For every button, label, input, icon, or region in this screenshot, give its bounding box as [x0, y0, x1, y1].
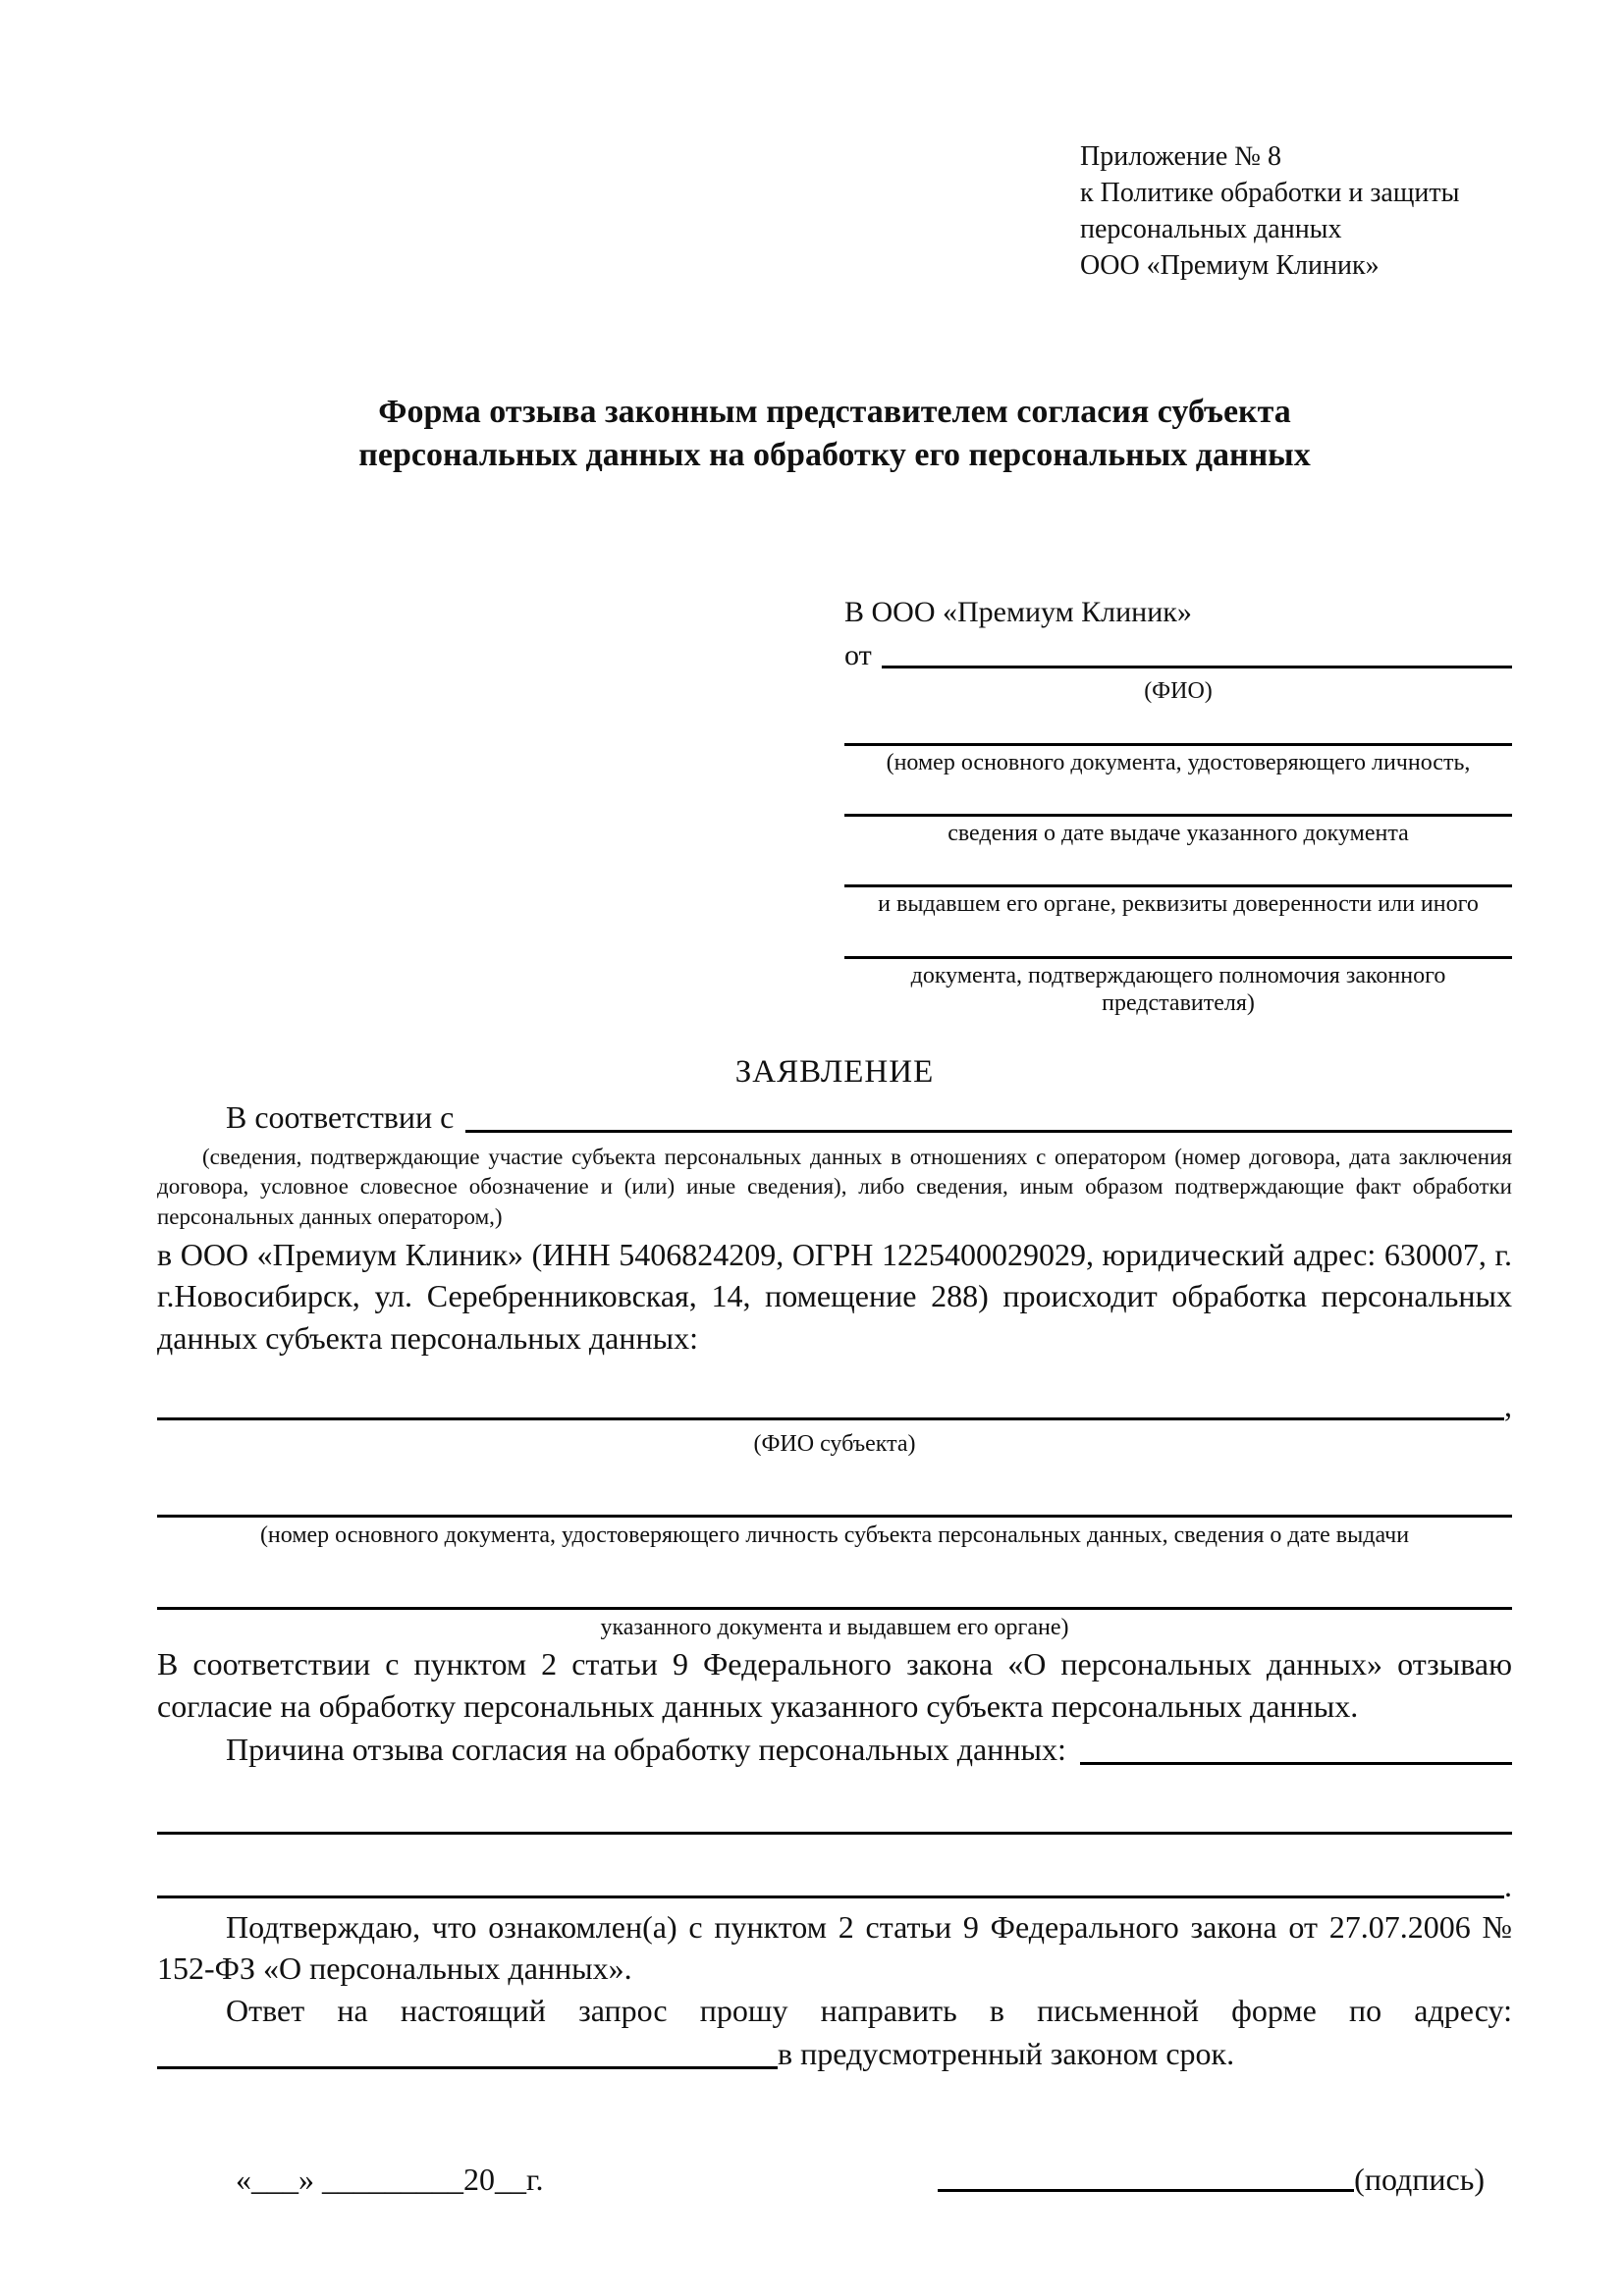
issuing-authority-blank-line [844, 861, 1512, 887]
confirmation-paragraph: Подтверждаю, что ознакомлен(а) с пунктом 2 статьи 9 Федерального закона от 27.07.2006 № 152-ФЗ «О персональных данных». [157, 1908, 1512, 1987]
appendix-header [1080, 139, 1512, 285]
signature-group [938, 2162, 1485, 2198]
appendix-line: персональных данных [1080, 213, 1342, 244]
reason-prefix: Причина отзыва согласия на обработку персональных данных: [226, 1732, 1066, 1768]
explanatory-note: (сведения, подтверждающие участие субъекта персональных данных в отношениях с оператором (номер договора, дата заключения договора, условное словесное обозначение и (или) иные сведения), либо сведения, иным образом подтверждающие факт обработки персональных данных оператором,) [157, 1144, 1512, 1229]
statement-heading: ЗАЯВЛЕНИЕ [734, 1054, 935, 1091]
from-row [844, 636, 1512, 675]
document-number-blank-line [844, 720, 1512, 746]
intro-prefix: В соответствии с [226, 1099, 455, 1136]
representative-authority-blank-line [844, 933, 1512, 959]
field-caption: (номер основного документа, удостоверяющего личность, [886, 749, 1471, 775]
reason-row [157, 1729, 1512, 1771]
reason-fill-row-2 [157, 1868, 1512, 1904]
subject-fio-comma: , [1504, 1387, 1512, 1423]
field-caption: сведения о дате выдаче указанного документа [947, 821, 1409, 846]
subject-fio-caption: (ФИО субъекта) [753, 1431, 916, 1458]
address-blank-line [157, 2066, 778, 2069]
subject-doc-caption-2: указанного документа и выдавшем его органе) [600, 1614, 1069, 1640]
subject-fio-blank-line [157, 1417, 1504, 1420]
appendix-line: Приложение № 8 [1080, 141, 1281, 172]
document-title: Форма отзыва законным представителем согласия субъекта персональных данных на обработку его персональных данных [358, 393, 1311, 473]
intro-row [157, 1096, 1512, 1139]
date-blank: «___» _________20__г. [236, 2161, 544, 2197]
addressee-block [844, 593, 1512, 1017]
subject-fio-row [157, 1385, 1512, 1427]
subject-doc-blank-line [157, 1485, 1512, 1518]
withdrawal-paragraph: В соответствии с пунктом 2 статьи 9 Федерального закона «О персональных данных» отзываю согласие на обработку персональных данных указанного субъекта персональных данных. [157, 1646, 1512, 1724]
reason-line-period: . [1504, 1867, 1512, 1903]
signature-blank-line [938, 2189, 1354, 2192]
footer-row [157, 2162, 1512, 2198]
fio-caption: (ФИО) [1144, 678, 1213, 705]
addressee-org: В ООО «Премиум Клиник» [844, 596, 1192, 629]
response-suffix: в предусмотренный законом срок. [778, 2036, 1235, 2072]
signature-caption: (подпись) [1354, 2161, 1485, 2197]
appendix-line: ООО «Премиум Клиник» [1080, 249, 1380, 281]
appendix-line: к Политике обработки и защиты [1080, 177, 1460, 208]
issue-date-blank-line [844, 790, 1512, 817]
reason-fill-line-1 [157, 1822, 1512, 1835]
response-address-row [157, 2033, 1512, 2075]
reason-fill-line-2 [157, 1896, 1504, 1898]
reason-blank-line [1080, 1762, 1512, 1765]
from-label: от [844, 638, 872, 671]
field-caption: и выдавшем его органе, реквизиты доверенности или иного [878, 891, 1479, 918]
response-paragraph: Ответ на настоящий запрос прошу направить в письменной форме по адресу: [226, 1992, 1512, 2028]
field-caption: документа, подтверждающего полномочия законного представителя) [910, 962, 1446, 1016]
subject-doc-blank-line-2 [157, 1577, 1512, 1610]
operator-paragraph: в ООО «Премиум Клиник» (ИНН 5406824209, ОГРН 1225400029029, юридический адрес: 630007, г. г.Новосибирск, ул. Серебренниковская, 14, помещение 288) происходит обработка персональных данных субъекта персональных данных: [157, 1236, 1512, 1356]
subject-doc-caption: (номер основного документа, удостоверяющего личность субъекта персональных данных, сведения о дате выдачи [259, 1522, 1410, 1549]
fio-blank-line [882, 666, 1512, 668]
intro-blank-line [465, 1130, 1512, 1133]
